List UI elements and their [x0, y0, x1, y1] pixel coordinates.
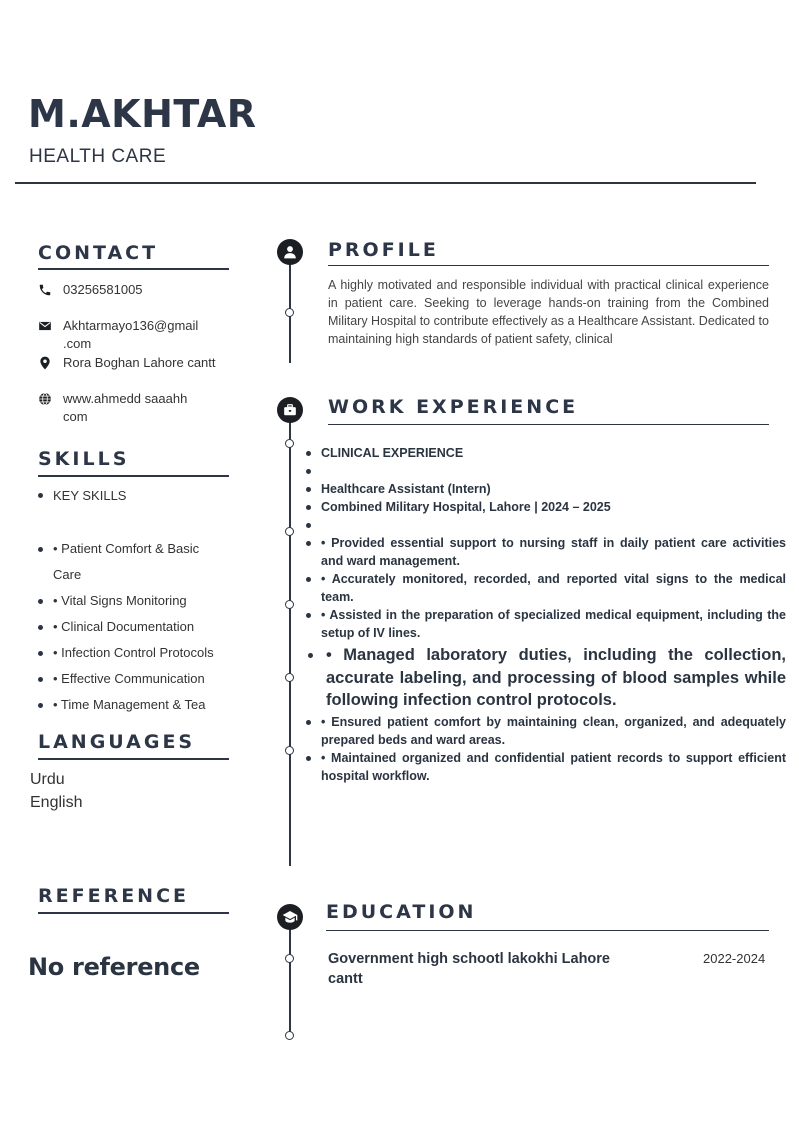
work-timeline [289, 418, 291, 866]
work-list [306, 444, 786, 785]
languages-title: LANGUAGES [38, 731, 196, 753]
candidate-role: HEALTH CARE [29, 146, 167, 167]
skill-item [38, 536, 238, 562]
contact-email [38, 317, 198, 353]
user-icon [283, 245, 297, 259]
header-divider [15, 182, 756, 184]
phone-number: 03256581005 [63, 282, 143, 297]
globe-icon [38, 392, 52, 406]
languages-divider [38, 758, 229, 760]
email-line-1: Akhtarmayo136@gmail [63, 318, 199, 333]
skill-item [38, 614, 238, 640]
bullet [38, 677, 43, 682]
candidate-name: M.AKHTAR [28, 92, 257, 136]
education-divider [326, 930, 769, 931]
timeline-node [285, 1031, 294, 1040]
contact-divider [38, 268, 229, 270]
contact-title: CONTACT [38, 242, 159, 264]
work-item: • Assisted in the preparation of specialized medical equipment, including the setup of IV lines. [306, 606, 786, 642]
profile-badge [277, 239, 303, 265]
work-item: Combined Military Hospital, Lahore | 2024 – 2025 [306, 498, 786, 516]
reference-text: No reference [28, 953, 200, 981]
timeline-node [285, 673, 294, 682]
work-badge [277, 397, 303, 423]
work-item: • Managed laboratory duties, including the collection, accurate labeling, and processing of blood samples while following infection control protocols. [306, 644, 786, 712]
email-line-2: .com [63, 336, 92, 351]
map-pin-icon [38, 356, 52, 370]
skill-item [38, 666, 238, 692]
briefcase-icon [283, 403, 297, 417]
reference-divider [38, 912, 229, 914]
envelope-icon [38, 319, 52, 333]
work-item: • Accurately monitored, recorded, and reported vital signs to the medical team. [306, 570, 786, 606]
work-item: CLINICAL EXPERIENCE [306, 444, 786, 462]
education-timeline [289, 926, 291, 1036]
profile-summary: A highly motivated and responsible individual with practical clinical experience in patient care. Seeking to leverage hands-on training from the Combined Military Hospital to contribute effectively as a Healthcare Assistant. Dedicated to maintaining high standards of patient safety, clinical [328, 278, 769, 346]
contact-website [38, 390, 187, 426]
skills-title: SKILLS [38, 448, 130, 470]
bullet [38, 625, 43, 630]
timeline-node [285, 746, 294, 755]
work-item: Healthcare Assistant (Intern) [306, 480, 786, 498]
skill-text: • Effective Communication [53, 671, 205, 686]
timeline-node [285, 439, 294, 448]
skills-divider [38, 475, 229, 477]
bullet [38, 651, 43, 656]
website-line-1: www.ahmedd saaahh [63, 391, 188, 406]
timeline-node [285, 600, 294, 609]
skill-item [38, 640, 238, 666]
profile-divider [328, 265, 769, 266]
skill-item [38, 692, 238, 718]
bullet [38, 547, 43, 552]
work-item: • Provided essential support to nursing staff in daily patient care activities and ward management. [306, 534, 786, 570]
graduation-cap-icon [282, 909, 298, 925]
work-divider [328, 424, 769, 425]
phone-icon [38, 283, 52, 297]
timeline-node [285, 527, 294, 536]
contact-phone [38, 281, 143, 299]
skill-text: • Vital Signs Monitoring [53, 593, 187, 608]
skill-text: • Infection Control Protocols [53, 645, 214, 660]
bullet [38, 703, 43, 708]
key-skills-heading [38, 488, 126, 503]
profile-title: PROFILE [328, 239, 439, 261]
skills-list [38, 536, 238, 718]
skill-text: • Clinical Documentation [53, 619, 195, 634]
skill-text: • Patient Comfort & Basic [53, 541, 200, 556]
education-years: 2022-2024 [703, 951, 766, 966]
bullet [38, 493, 43, 498]
work-item-empty [306, 462, 786, 480]
education-school: Government high schootl lakokhi Lahore cantt [328, 951, 610, 987]
work-item: • Ensured patient comfort by maintaining clean, organized, and adequately prepared beds and ward areas. [306, 713, 786, 749]
language-english: English [30, 794, 83, 811]
key-skills-label: KEY SKILLS [53, 488, 127, 503]
bullet [38, 599, 43, 604]
work-item: • Maintained organized and confidential patient records to support efficient hospital workflow. [306, 749, 786, 785]
skill-text: • Time Management & Tea [53, 697, 206, 712]
work-item-empty [306, 516, 786, 534]
education-badge [277, 904, 303, 930]
website-line-2: com [63, 409, 88, 424]
address-text: Rora Boghan Lahore cantt [63, 355, 216, 370]
skill-item-continued: Care [53, 567, 82, 582]
language-urdu: Urdu [30, 771, 65, 788]
timeline-node [285, 308, 294, 317]
timeline-node [285, 954, 294, 963]
reference-title: REFERENCE [38, 885, 190, 907]
education-title: EDUCATION [326, 901, 477, 923]
contact-address [38, 354, 216, 372]
work-title: WORK EXPERIENCE [328, 396, 579, 418]
skill-item [38, 588, 238, 614]
